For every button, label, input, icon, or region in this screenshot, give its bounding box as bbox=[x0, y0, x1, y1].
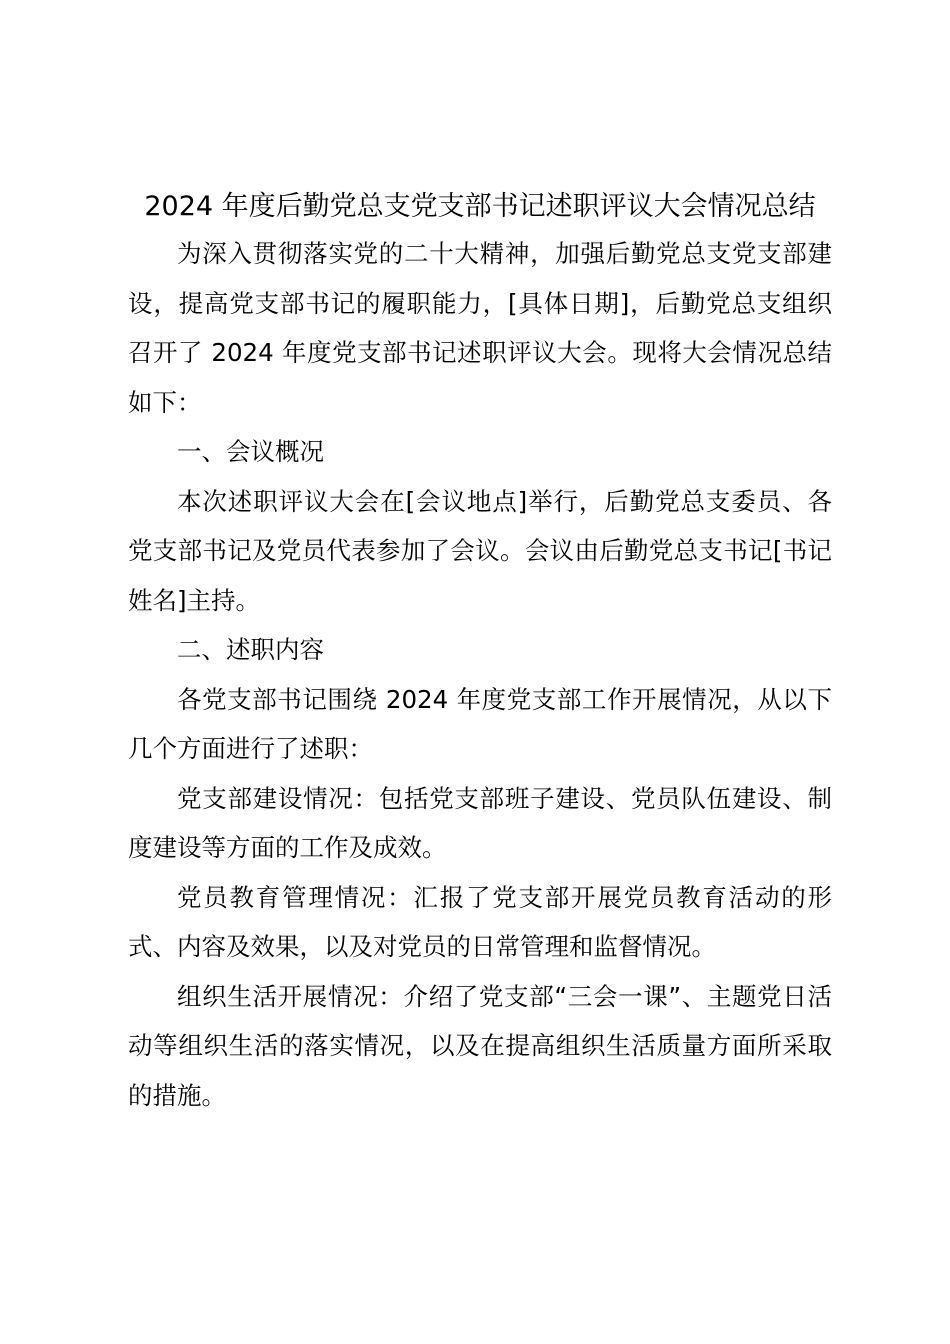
section-heading-overview: 一、会议概况 bbox=[177, 437, 324, 466]
content-intro-paragraph: 各党支部书记围绕 2024 年度党支部工作开展情况，从以下几个方面进行了述职： bbox=[128, 684, 832, 763]
branch-building-paragraph: 党支部建设情况：包括党支部班子建设、党员队伍建设、制度建设等方面的工作及成效。 bbox=[128, 783, 832, 862]
intro-paragraph: 为深入贯彻落实党的二十大精神，加强后勤党总支党支部建设，提高党支部书记的履职能力，[具体日期]，后勤党总支组织召开了 2024 年度党支部书记述职评议大会。现将大会情况总结如下： bbox=[128, 239, 832, 417]
organization-life-paragraph: 组织生活开展情况：介绍了党支部“三会一课”、主题党日活动等组织生活的落实情况，以及在提高组织生活质量方面所采取的措施。 bbox=[128, 981, 832, 1110]
overview-paragraph: 本次述职评议大会在[会议地点]举行，后勤党总支委员、各党支部书记及党员代表参加了会议。会议由后勤党总支书记[书记姓名]主持。 bbox=[128, 486, 832, 615]
document-title: 2024 年度后勤党总支党支部书记述职评议大会情况总结 bbox=[144, 191, 816, 222]
member-education-paragraph: 党员教育管理情况：汇报了党支部开展党员教育活动的形式、内容及效果，以及对党员的日常管理和监督情况。 bbox=[128, 882, 832, 961]
document-page bbox=[128, 185, 832, 1120]
section-heading-content: 二、述职内容 bbox=[177, 635, 324, 664]
